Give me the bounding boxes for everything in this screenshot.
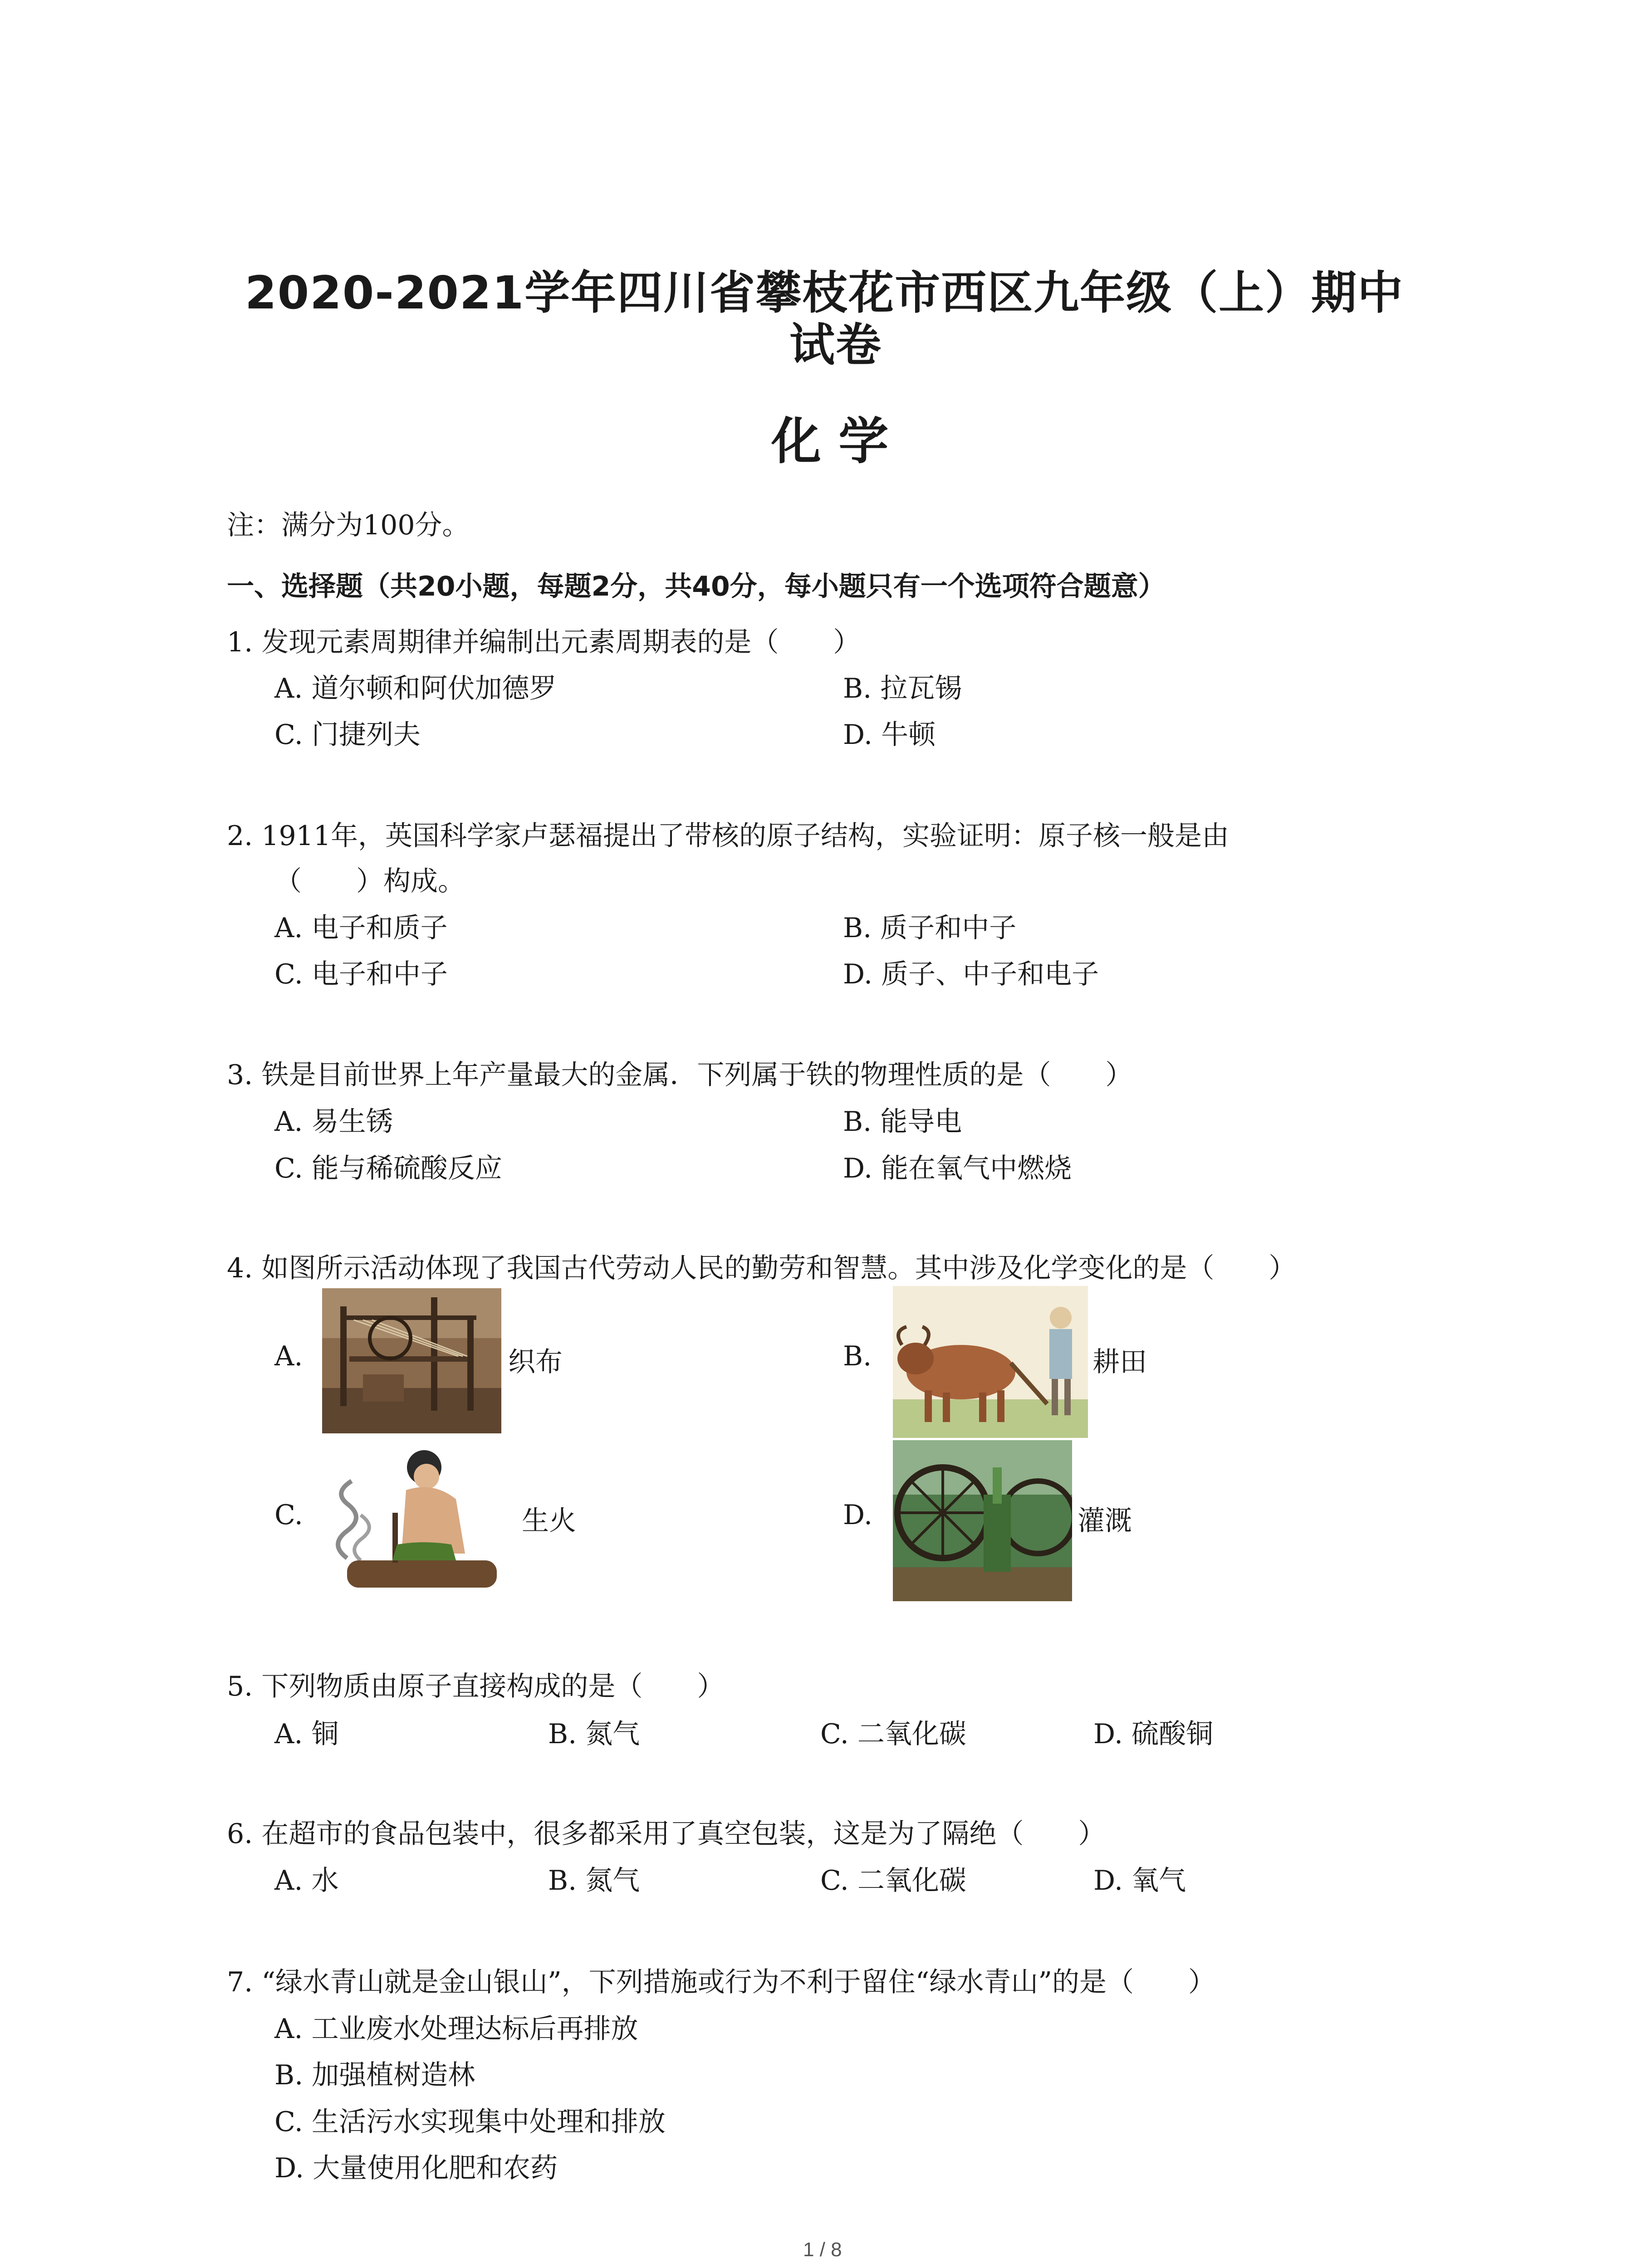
- question-6-option-c: C. 二氧化碳: [820, 1865, 966, 1897]
- document-title-line2: 试卷: [789, 318, 882, 371]
- question-2-option-d: D. 质子、中子和电子: [843, 958, 1099, 990]
- question-6-option-d: D. 氧气: [1093, 1865, 1186, 1897]
- question-7-option-a: A. 工业废水处理达标后再排放: [274, 2013, 638, 2045]
- question-4-option-d-letter: D.: [843, 1499, 873, 1531]
- question-5-option-c: C. 二氧化碳: [820, 1718, 966, 1750]
- question-3-stem: 3. 铁是目前世界上年产量最大的金属．下列属于铁的物理性质的是（ ）: [227, 1059, 1133, 1091]
- question-7-option-c: C. 生活污水实现集中处理和排放: [274, 2106, 666, 2138]
- question-1-option-c: C. 门捷列夫: [274, 719, 421, 751]
- question-4-option-c-caption: 生火: [522, 1505, 576, 1537]
- question-2-option-b: B. 质子和中子: [843, 912, 1017, 944]
- document-title-line1: 2020-2021学年四川省攀枝花市西区九年级（上）期中: [245, 266, 1404, 319]
- question-1-option-a: A. 道尔顿和阿伏加德罗: [274, 673, 557, 704]
- score-note: 注：满分为100分。: [227, 509, 470, 541]
- question-7-option-d: D. 大量使用化肥和农药: [274, 2152, 558, 2184]
- waterwheel-irrigation-image: [893, 1440, 1072, 1601]
- question-6-option-a: A. 水: [274, 1865, 339, 1897]
- making-fire-image: [320, 1445, 515, 1594]
- question-1-option-d: D. 牛顿: [843, 719, 936, 751]
- question-3-option-b: B. 能导电: [843, 1106, 962, 1138]
- question-4-option-a-letter: A.: [274, 1340, 303, 1372]
- subject-title: 化 学: [771, 412, 889, 470]
- question-2-stem-continued: （ ）构成。: [274, 865, 465, 897]
- question-3-option-d: D. 能在氧气中燃烧: [843, 1153, 1072, 1184]
- question-4-option-b-letter: B.: [843, 1340, 872, 1372]
- question-4-option-a-caption: 织布: [508, 1346, 563, 1378]
- question-6-stem: 6. 在超市的食品包装中，很多都采用了真空包装，这是为了隔绝（ ）: [227, 1818, 1106, 1850]
- question-7-stem: 7. “绿水青山就是金山银山”，下列措施或行为不利于留住“绿水青山”的是（ ）: [227, 1966, 1216, 1998]
- question-4-option-b-caption: 耕田: [1092, 1346, 1147, 1378]
- question-3-option-c: C. 能与稀硫酸反应: [274, 1153, 502, 1184]
- question-1-option-b: B. 拉瓦锡: [843, 673, 962, 704]
- question-7-option-b: B. 加强植树造林: [274, 2059, 475, 2091]
- page-number: 1 / 8: [803, 2239, 842, 2261]
- question-6-option-b: B. 氮气: [548, 1865, 640, 1897]
- question-2-option-c: C. 电子和中子: [274, 958, 448, 990]
- weaving-loom-image: [322, 1288, 501, 1433]
- question-4-stem: 4. 如图所示活动体现了我国古代劳动人民的勤劳和智慧。其中涉及化学变化的是（ ）: [227, 1252, 1296, 1284]
- question-5-option-b: B. 氮气: [548, 1718, 640, 1750]
- question-5-option-a: A. 铜: [274, 1718, 339, 1750]
- question-3-option-a: A. 易生锈: [274, 1106, 393, 1138]
- question-4-option-d-caption: 灌溉: [1078, 1505, 1132, 1537]
- question-1-stem: 1. 发现元素周期律并编制出元素周期表的是（ ）: [227, 626, 861, 658]
- question-2-stem: 2. 1911年，英国科学家卢瑟福提出了带核的原子结构，实验证明：原子核一般是由: [227, 820, 1230, 852]
- question-5-stem: 5. 下列物质由原子直接构成的是（ ）: [227, 1671, 725, 1702]
- question-2-option-a: A. 电子和质子: [274, 912, 448, 944]
- section-heading: 一、选择题（共20小题，每题2分，共40分，每小题只有一个选项符合题意）: [227, 571, 1166, 602]
- question-5-option-d: D. 硫酸铜: [1093, 1718, 1214, 1750]
- question-4-option-c-letter: C.: [274, 1499, 303, 1531]
- ox-ploughing-image: [893, 1286, 1088, 1438]
